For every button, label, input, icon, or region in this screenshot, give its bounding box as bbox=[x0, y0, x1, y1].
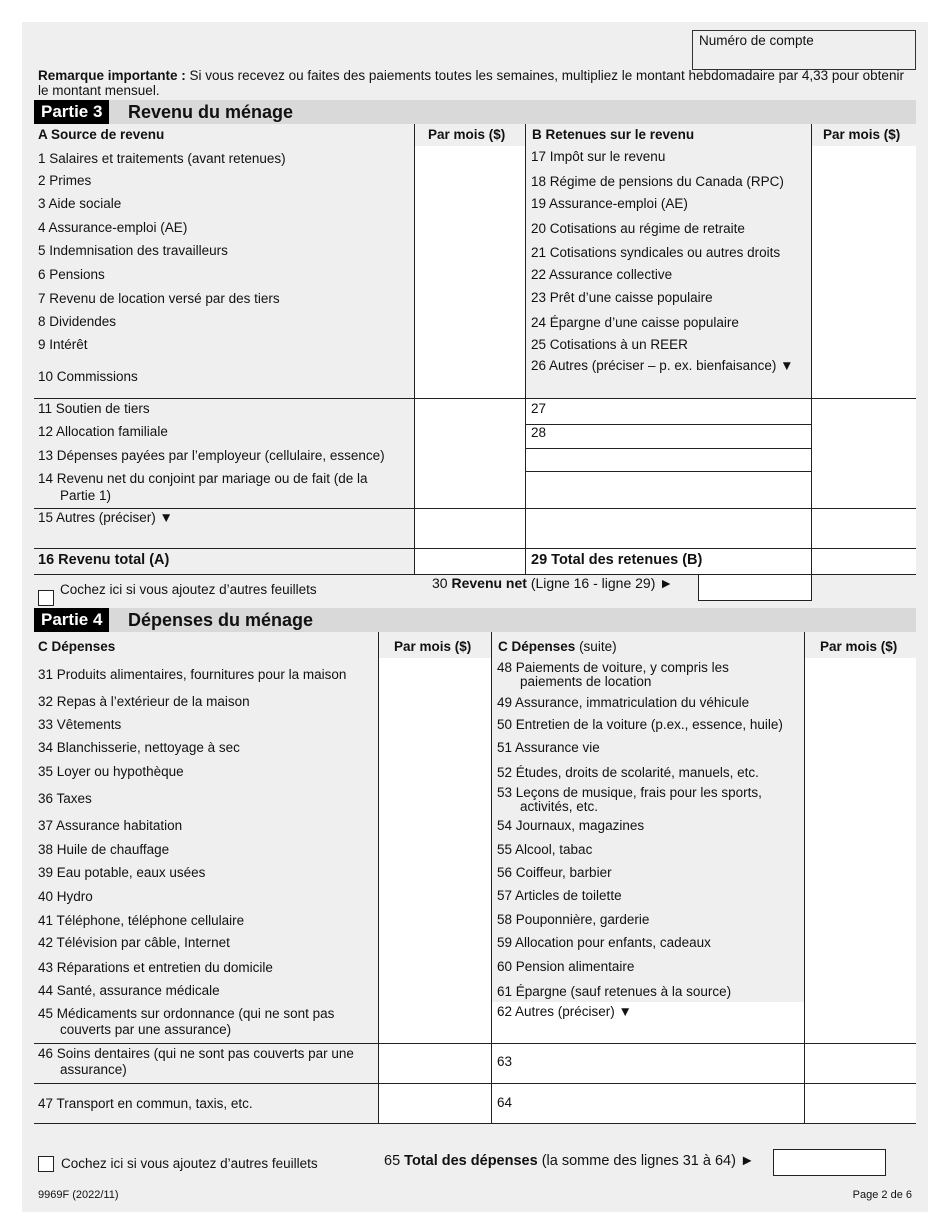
expense-line-50: 50 Entretien de la voiture (p.ex., essence, huile) bbox=[497, 717, 783, 732]
form-code: 9969F (2022/11) bbox=[38, 1189, 119, 1201]
expense-line-35: 35 Loyer ou hypothèque bbox=[38, 764, 184, 779]
account-number-label: Numéro de compte bbox=[699, 33, 814, 48]
expense-line-60: 60 Pension alimentaire bbox=[497, 959, 635, 974]
part4-title: Dépenses du ménage bbox=[128, 610, 314, 630]
expense-line-37: 37 Assurance habitation bbox=[38, 818, 183, 833]
note-text: Si vous recevez ou faites des paiements toutes les semaines, multipliez le montant hebdomadaire par 4,33 pour obtenir le montant mensuel. bbox=[38, 68, 904, 98]
net-income-num: 30 bbox=[432, 575, 448, 591]
form-page bbox=[22, 22, 928, 1212]
deduction-line-17: 17 Impôt sur le revenu bbox=[531, 149, 666, 164]
expense-line-53: 53 Leçons de musique, frais pour les sports, bbox=[497, 785, 762, 800]
expense-line-63: 63 bbox=[497, 1054, 513, 1069]
part3-additional-sheets-checkbox[interactable] bbox=[38, 590, 54, 606]
total-expenses-rest: (la somme des lignes 31 à 64) ► bbox=[541, 1153, 755, 1169]
expense-line-31: 31 Produits alimentaires, fournitures pour la maison bbox=[38, 667, 347, 682]
deduction-line-22: 22 Assurance collective bbox=[531, 267, 673, 282]
net-income-label bbox=[432, 576, 673, 591]
deduction-line-18: 18 Régime de pensions du Canada (RPC) bbox=[531, 174, 784, 189]
income-line-5: 5 Indemnisation des travailleurs bbox=[38, 243, 228, 258]
expense-line-39: 39 Eau potable, eaux usées bbox=[38, 865, 206, 880]
expenses-suite-header bbox=[498, 639, 617, 655]
income-permonth-header: Par mois ($) bbox=[428, 127, 506, 142]
expense-line-41: 41 Téléphone, téléphone cellulaire bbox=[38, 913, 245, 928]
expenses-suite-permonth-header: Par mois ($) bbox=[820, 639, 898, 654]
expense-line-62: 62 Autres (préciser) ▼ bbox=[497, 1004, 632, 1019]
income-line-9: 9 Intérêt bbox=[38, 337, 88, 352]
income-line-14: 14 Revenu net du conjoint par mariage ou de fait (de la bbox=[38, 471, 368, 486]
expense-line-46-cont: assurance) bbox=[60, 1062, 127, 1077]
deduction-line-28: 28 bbox=[531, 425, 547, 440]
income-line-6: 6 Pensions bbox=[38, 267, 105, 282]
important-note bbox=[38, 68, 918, 98]
deduction-line-27: 27 bbox=[531, 401, 547, 416]
part3-tag: Partie 3 bbox=[34, 100, 109, 124]
income-amount-column[interactable] bbox=[414, 146, 525, 574]
deduction-line-24: 24 Épargne d’une caisse populaire bbox=[531, 315, 739, 330]
deduction-line-23: 23 Prêt d’une caisse populaire bbox=[531, 290, 713, 305]
expense-line-43: 43 Réparations et entretien du domicile bbox=[38, 960, 273, 975]
expense-line-57: 57 Articles de toilette bbox=[497, 888, 622, 903]
expense-line-36: 36 Taxes bbox=[38, 791, 92, 806]
expense-line-52: 52 Études, droits de scolarité, manuels, etc. bbox=[497, 765, 759, 780]
income-line-11: 11 Soutien de tiers bbox=[38, 401, 150, 416]
expense-line-47: 47 Transport en commun, taxis, etc. bbox=[38, 1096, 253, 1111]
expenses-suite-header-bold: C Dépenses bbox=[498, 639, 576, 654]
total-income-label: 16 Revenu total (A) bbox=[38, 552, 170, 568]
income-line-14-cont: Partie 1) bbox=[60, 488, 112, 503]
deduction-line-26: 26 Autres (préciser – p. ex. bienfaisance) ▼ bbox=[531, 358, 794, 373]
expense-line-44: 44 Santé, assurance médicale bbox=[38, 983, 220, 998]
income-line-8: 8 Dividendes bbox=[38, 314, 117, 329]
expense-line-33: 33 Vêtements bbox=[38, 717, 122, 732]
expense-line-56: 56 Coiffeur, barbier bbox=[497, 865, 612, 880]
expenses-permonth-header: Par mois ($) bbox=[394, 639, 472, 654]
part4-title-bar bbox=[34, 608, 916, 632]
income-source-header: A Source de revenu bbox=[38, 127, 165, 142]
expense-line-46: 46 Soins dentaires (qui ne sont pas couverts par une bbox=[38, 1046, 354, 1061]
expense-line-49: 49 Assurance, immatriculation du véhicule bbox=[497, 695, 750, 710]
net-income-input[interactable] bbox=[698, 574, 812, 601]
net-income-rest: (Ligne 16 - ligne 29) ► bbox=[530, 575, 674, 591]
expense-line-51: 51 Assurance vie bbox=[497, 740, 600, 755]
income-line-4: 4 Assurance-emploi (AE) bbox=[38, 220, 188, 235]
expense-line-45: 45 Médicaments sur ordonnance (qui ne sont pas bbox=[38, 1006, 335, 1021]
expense-line-59: 59 Allocation pour enfants, cadeaux bbox=[497, 935, 711, 950]
expense-suite-amount-column[interactable] bbox=[804, 658, 916, 1124]
expense-line-53-cont: activités, etc. bbox=[520, 799, 599, 814]
income-line-7: 7 Revenu de location versé par des tiers bbox=[38, 291, 280, 306]
total-expenses-label bbox=[384, 1154, 754, 1169]
expense-line-42: 42 Télévision par câble, Internet bbox=[38, 935, 230, 950]
part4-tag: Partie 4 bbox=[34, 608, 109, 632]
account-number-field[interactable] bbox=[692, 30, 916, 70]
income-line-15: 15 Autres (préciser) ▼ bbox=[38, 510, 173, 525]
expense-amount-column[interactable] bbox=[378, 658, 491, 1124]
expense-line-38: 38 Huile de chauffage bbox=[38, 842, 170, 857]
income-line-1: 1 Salaires et traitements (avant retenues) bbox=[38, 151, 286, 166]
total-expenses-bold: Total des dépenses bbox=[404, 1153, 538, 1169]
income-line-13: 13 Dépenses payées par l’employeur (cellulaire, essence) bbox=[38, 448, 385, 463]
expense-line-64: 64 bbox=[497, 1095, 513, 1110]
part4-checkbox-label: Cochez ici si vous ajoutez d’autres feuillets bbox=[61, 1156, 318, 1171]
part3-title: Revenu du ménage bbox=[128, 102, 294, 122]
expense-line-48-cont: paiements de location bbox=[520, 674, 652, 689]
total-deductions-label: 29 Total des retenues (B) bbox=[531, 552, 703, 568]
total-expenses-num: 65 bbox=[384, 1153, 401, 1169]
expense-line-61: 61 Épargne (sauf retenues à la source) bbox=[497, 984, 732, 999]
deductions-header: B Retenues sur le revenu bbox=[532, 127, 695, 142]
page-number: Page 2 de 6 bbox=[852, 1189, 912, 1201]
part3-title-bar bbox=[34, 100, 916, 124]
deduction-line-19: 19 Assurance-emploi (AE) bbox=[531, 196, 688, 211]
expense-line-45-cont: couverts par une assurance) bbox=[60, 1022, 232, 1037]
deduction-line-21: 21 Cotisations syndicales ou autres droits bbox=[531, 245, 781, 260]
expense-line-40: 40 Hydro bbox=[38, 889, 93, 904]
deduction-line-25: 25 Cotisations à un REER bbox=[531, 337, 688, 352]
deductions-permonth-header: Par mois ($) bbox=[823, 127, 901, 142]
income-line-10: 10 Commissions bbox=[38, 369, 138, 384]
expense-line-54: 54 Journaux, magazines bbox=[497, 818, 645, 833]
income-line-2: 2 Primes bbox=[38, 173, 92, 188]
income-line-12: 12 Allocation familiale bbox=[38, 424, 168, 439]
expense-other-area[interactable] bbox=[491, 1002, 804, 1124]
expense-line-34: 34 Blanchisserie, nettoyage à sec bbox=[38, 740, 240, 755]
net-income-bold: Revenu net bbox=[451, 575, 527, 591]
total-expenses-input[interactable] bbox=[773, 1149, 886, 1176]
expenses-header: C Dépenses bbox=[38, 639, 116, 654]
income-line-3: 3 Aide sociale bbox=[38, 196, 122, 211]
deduction-line-20: 20 Cotisations au régime de retraite bbox=[531, 221, 745, 236]
part4-additional-sheets-checkbox[interactable] bbox=[38, 1156, 54, 1172]
expense-line-58: 58 Pouponnière, garderie bbox=[497, 912, 650, 927]
expense-line-48: 48 Paiements de voiture, y compris les bbox=[497, 660, 729, 675]
expense-line-55: 55 Alcool, tabac bbox=[497, 842, 593, 857]
note-lead: Remarque importante : bbox=[38, 68, 186, 83]
expenses-suite-suffix: (suite) bbox=[579, 639, 617, 654]
part3-checkbox-label: Cochez ici si vous ajoutez d’autres feuillets bbox=[60, 582, 317, 597]
deduction-amount-column[interactable] bbox=[811, 146, 916, 574]
expense-line-32: 32 Repas à l’extérieur de la maison bbox=[38, 694, 250, 709]
